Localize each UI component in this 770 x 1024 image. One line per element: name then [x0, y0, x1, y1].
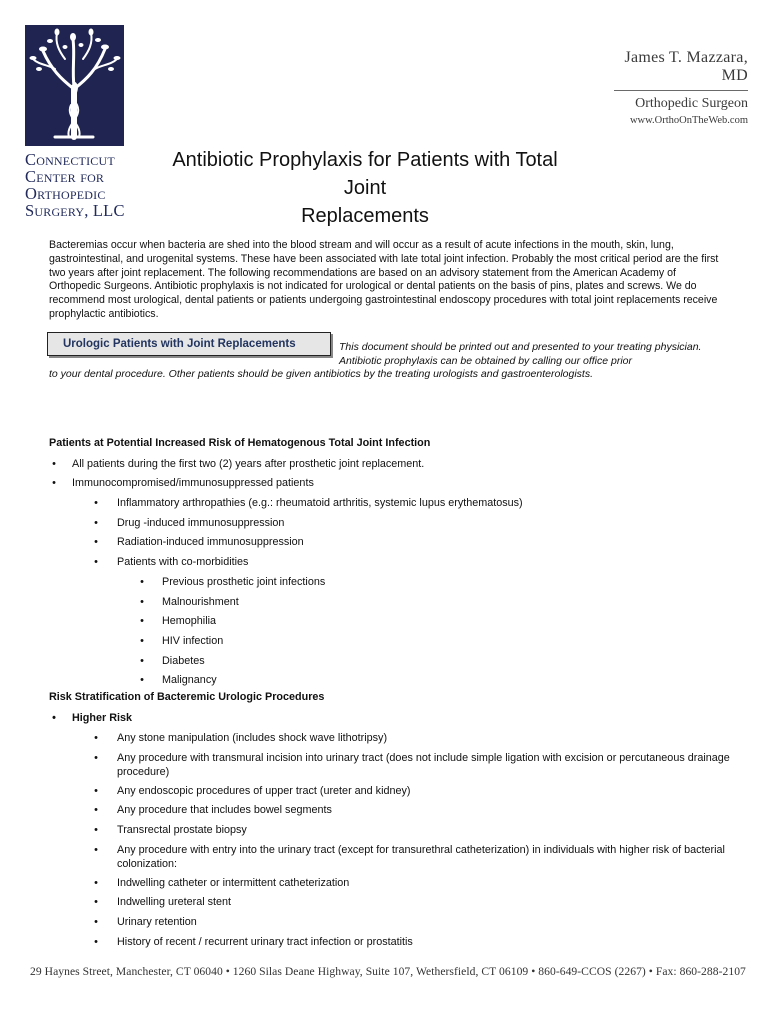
list-item [49, 476, 729, 490]
higher-risk-label: Higher Risk [72, 712, 132, 724]
list-item-text: Any procedure that includes bowel segments [117, 804, 332, 816]
list-item-text: History of recent / recurrent urinary tract infection or prostatitis [117, 936, 413, 948]
list-item-text: Previous prosthetic joint infections [162, 576, 326, 588]
bullet: • [94, 936, 98, 948]
practice-name-line: Connecticut [25, 150, 115, 169]
list-item-text: Transrectal prostate biopsy [117, 824, 247, 836]
bullet: • [52, 477, 56, 489]
print-note-continued: to your dental procedure. Other patients should be given antibiotics by the treating urologists and gastroenterologists. [49, 368, 593, 380]
list-item [91, 843, 731, 871]
list-item-text: HIV infection [162, 635, 224, 647]
bullet: • [94, 785, 98, 797]
list-item [91, 803, 731, 817]
list-item [91, 731, 731, 745]
practice-logo-tree [25, 25, 124, 146]
list-item [137, 575, 727, 589]
bullet: • [94, 877, 98, 889]
list-item-text: Malnourishment [162, 596, 239, 608]
list-item [91, 935, 731, 949]
list-item-text: Radiation-induced immunosuppression [117, 536, 304, 548]
divider [614, 90, 748, 91]
bullet: • [140, 674, 144, 686]
bullet: • [140, 596, 144, 608]
list-item [91, 784, 731, 798]
bullet: • [52, 458, 56, 470]
practice-name [25, 151, 165, 219]
section-tab: Urologic Patients with Joint Replacements [47, 332, 331, 356]
footer-address: 29 Haynes Street, Manchester, CT 06040 • 1260 Silas Deane Highway, Suite 107, Wethersfield, CT 06109 • 860-649-CCOS (2267) • Fax: 860-288-2107 [30, 965, 746, 978]
list-item-text: Inflammatory arthropathies (e.g.: rheumatoid arthritis, systemic lupus erythematosus) [117, 497, 523, 509]
bullet: • [94, 517, 98, 529]
risk-heading: Patients at Potential Increased Risk of Hematogenous Total Joint Infection [49, 437, 431, 449]
list-item-text: Immunocompromised/immunosuppressed patients [72, 477, 314, 489]
list-item-text: Drug -induced immunosuppression [117, 517, 285, 529]
bullet: • [94, 896, 98, 908]
bullet: • [94, 844, 98, 856]
list-item [91, 751, 731, 779]
doctor-block [598, 49, 748, 126]
print-note: This document should be printed out and presented to your treating physician. Antibiotic prophylaxis can be obtained by calling our office prior [339, 341, 702, 367]
tree-icon [25, 25, 124, 146]
list-item-text: Any endoscopic procedures of upper tract (ureter and kidney) [117, 785, 411, 797]
list-item [91, 535, 731, 549]
bullet: • [94, 556, 98, 568]
list-item-text: Any procedure with transmural incision into urinary tract (does not include simple ligation with excision or percutaneous drainage procedure) [117, 752, 730, 778]
list-item [91, 555, 731, 569]
list-item [137, 595, 727, 609]
bullet: • [140, 635, 144, 647]
list-item-text: All patients during the first two (2) years after prosthetic joint replacement. [72, 458, 425, 470]
list-item [91, 876, 731, 890]
bullet: • [94, 497, 98, 509]
list-item-text: Urinary retention [117, 916, 197, 928]
list-item-text: Hemophilia [162, 615, 217, 627]
list-item [137, 654, 727, 668]
list-item-text: Diabetes [162, 655, 205, 667]
list-item-text: Malignancy [162, 674, 217, 686]
list-item [49, 457, 729, 471]
title-line: Replacements [301, 205, 429, 227]
bullet: • [94, 804, 98, 816]
bullet: • [94, 824, 98, 836]
bullet: • [52, 712, 56, 724]
list-item [137, 614, 727, 628]
bullet: • [140, 655, 144, 667]
list-item-text: Any stone manipulation (includes shock wave lithotripsy) [117, 732, 388, 744]
practice-name-line: Center for [25, 167, 105, 186]
list-item [137, 634, 727, 648]
bullet: • [94, 916, 98, 928]
doctor-name: James T. Mazzara, MD [624, 49, 748, 84]
list-item-text: Indwelling ureteral stent [117, 896, 232, 908]
list-item [49, 711, 729, 725]
list-item [91, 823, 731, 837]
bullet: • [94, 752, 98, 764]
title-line: Antibiotic Prophylaxis for Patients with Total Joint [172, 149, 558, 199]
list-item-text: Indwelling catheter or intermittent catheterization [117, 877, 350, 889]
bullet: • [94, 536, 98, 548]
list-item [91, 496, 731, 510]
list-item-text: Any procedure with entry into the urinary tract (except for transurethral catheterization) in individuals with higher risk of bacterial colonization: [117, 844, 725, 870]
practice-name-line: Surgery, LLC [25, 201, 125, 220]
website-link[interactable]: www.OrthoOnTheWeb.com [629, 115, 748, 126]
bullet: • [140, 615, 144, 627]
list-item [91, 915, 731, 929]
list-item [91, 895, 731, 909]
list-item [137, 673, 727, 687]
document-title [170, 146, 560, 230]
list-item-text: Patients with co-morbidities [117, 556, 249, 568]
doctor-title: Orthopedic Surgeon [635, 96, 748, 111]
intro-paragraph: Bacteremias occur when bacteria are shed into the blood stream and will occur as a result of acute infections in the mouth, skin, lung, gastrointestinal, and urogenital systems. These have been associated with late total joint infection. Probably the most critical period are the first two years after joint replacement. The following recommendations are based on an advisory statement from the American Academy of Orthopedic Surgeons. Antibiotic prophylaxis is not indicated for urological or dental patients on the basis of pins, plates and screws. We do recommend most urological, dental patients or patients undergoing gastrointestinal endoscopy procedures with total joint replacements receive prophylactic antibiotics. [49, 239, 719, 320]
bullet: • [140, 576, 144, 588]
list-item [91, 516, 731, 530]
practice-name-line: Orthopedic [25, 184, 106, 203]
bullet: • [94, 732, 98, 744]
stratification-heading: Risk Stratification of Bacteremic Urologic Procedures [49, 691, 325, 703]
